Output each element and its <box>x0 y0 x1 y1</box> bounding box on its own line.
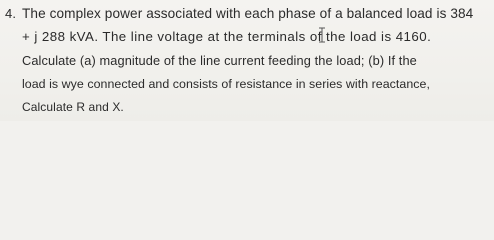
problem-line-4: load is wye connected and consists of resistance in series with reactance, <box>22 77 430 91</box>
problem-line-1: The complex power associated with each phase of a balanced load is 384 <box>22 6 474 21</box>
problem-line-2: + j 288 kVA. The line voltage at the terminals of the load is 4160. <box>22 29 432 44</box>
text-cursor-icon <box>318 27 327 43</box>
problem-line-3: Calculate (a) magnitude of the line current feeding the load; (b) If the <box>22 53 417 68</box>
problem-number: 4. <box>5 6 17 21</box>
problem-line-5: Calculate R and X. <box>22 100 124 114</box>
